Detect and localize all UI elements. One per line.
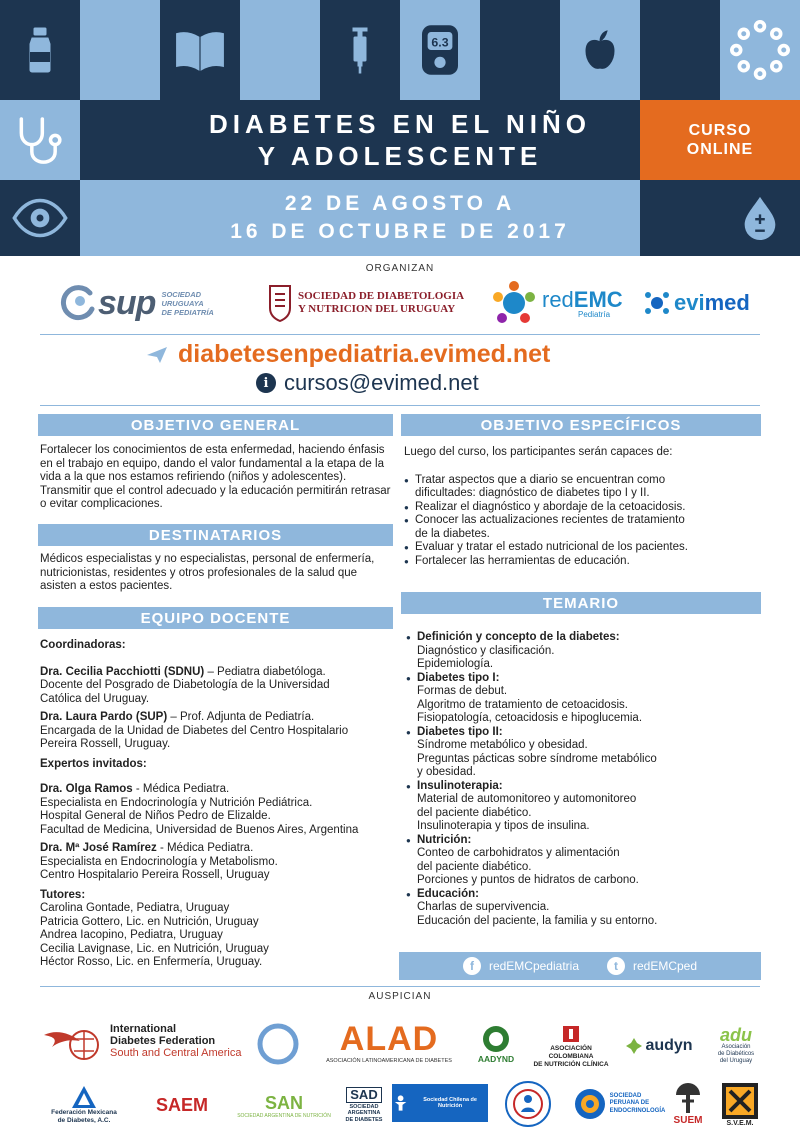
coordinator-1 (40, 666, 396, 707)
peruvian-pediatrics-logo (502, 1078, 554, 1130)
sup-sub-3: DE PEDIATRÍA (161, 307, 214, 317)
tile (720, 0, 800, 100)
spe-line-3: ENDOCRINOLOGÍA (609, 1107, 666, 1114)
website-link[interactable]: diabetesenpediatria.evimed.net (178, 340, 551, 368)
item-line: ● Conocer las actualizaciones recientes de tratamiento (415, 514, 685, 526)
title-line-2: Y ADOLESCENTE (257, 141, 543, 171)
tile (640, 180, 720, 256)
adu-sub-1: Asociación (721, 1043, 751, 1050)
tile (480, 0, 560, 100)
svem-emblem-icon (721, 1082, 759, 1120)
redemc-logo (492, 278, 623, 328)
svem-logo (716, 1078, 764, 1130)
topic-head: ● Insulinoterapia: (417, 779, 503, 792)
tile (0, 0, 80, 100)
sup-name: sup (98, 283, 156, 322)
topic-line: Insulinoterapia y tipos de insulina. (417, 820, 590, 832)
tile (80, 0, 160, 100)
apple-icon (576, 26, 624, 74)
evimed-network-icon (644, 290, 670, 316)
blue-circle-icon (257, 1023, 299, 1065)
temario-header: TEMARIO (401, 592, 761, 614)
list-item (406, 672, 762, 726)
acnc-line-2: DE NUTRICIÓN CLÍNICA (533, 1061, 609, 1068)
item-line: ● Evaluar y tratar el estado nutricional de los pacientes. (415, 541, 688, 553)
aadynd-icon (481, 1024, 511, 1054)
spe-name (610, 1093, 666, 1116)
email-row (256, 370, 479, 396)
tutor: Patricia Gottero, Lic. en Nutrición, Uruguay (40, 915, 259, 928)
topic-line: Formas de debut. (417, 685, 508, 697)
online-course-badge (640, 100, 800, 180)
expert-line: Especialista en Endocrinología y Metabolismo. (40, 855, 278, 868)
destinatarios-header: DESTINATARIOS (38, 524, 393, 546)
adu-sub-3: del Uruguay (719, 1057, 753, 1064)
item-line: ● Fortalecer las herramientas de educación. (415, 554, 630, 567)
tile (80, 180, 160, 256)
adu-sub (718, 1044, 754, 1065)
fmd-line-2: de Diabetes, A.C. (57, 1117, 111, 1124)
date-line-2: 16 DE OCTUBRE DE 2017 (230, 220, 570, 243)
objetivo-general-text: Fortalecer los conocimientos de esta enfermedad, haciendo énfasis en el trabajo en equipo, dando el valor fundamental a la etapa de la vida a la que nos estamos refiriendo (niños y adolescentes). Transmitir que el control adecuado y la educación permitirán retrasar o evitar complicaciones. (40, 444, 391, 510)
list-item (404, 555, 764, 569)
list-item (404, 474, 764, 501)
audyn-icon (625, 1037, 643, 1055)
tutor: Héctor Rosso, Lic. en Enfermería, Uruguay. (40, 956, 263, 968)
sad-sub-3: DE DIABETES (345, 1116, 383, 1123)
topic-line: Fisiopatología, cetoacidosis e hipoglucemia. (417, 712, 643, 724)
objetivo-general-header: OBJETIVO GENERAL (38, 414, 393, 436)
sup-sub-1: SOCIEDAD (161, 289, 202, 299)
sad-name: SAD (346, 1087, 381, 1103)
expert-name: Dra. Mª José Ramírez (40, 842, 157, 854)
san-name: SAN (264, 1093, 303, 1113)
sad-sub (346, 1104, 383, 1124)
topic-head: ● Diabetes tipo I: (417, 671, 500, 684)
idf-line-1: International (110, 1023, 177, 1035)
evimed-name-b: med (704, 290, 750, 315)
tile (0, 100, 80, 180)
divider (40, 986, 760, 987)
suem-logo (668, 1076, 708, 1130)
topic-line: Porciones y puntos de hidratos de carbono. (417, 874, 639, 886)
evimed-logo (644, 278, 750, 328)
course-title (160, 100, 640, 180)
sad-sub-2: ARGENTINA (347, 1110, 381, 1117)
facebook-link[interactable] (463, 957, 579, 975)
sdnu-shield-icon (268, 284, 292, 322)
tile (400, 0, 480, 100)
expert-name: Dra. Olga Ramos (40, 783, 133, 795)
idf-name (110, 1023, 241, 1059)
topic-line: Conteo de carbohidratos y alimentación (417, 847, 620, 859)
drop-plus-minus-icon (737, 192, 783, 244)
topic-head: ● Diabetes tipo II: (417, 725, 503, 738)
list-item (406, 888, 762, 929)
idf-bird-icon (40, 1015, 106, 1067)
sup-logo (60, 278, 214, 328)
topic-line: Educación del paciente, la familia y su entorno. (417, 914, 658, 927)
list-item (404, 501, 764, 515)
objetivos-especificos-header: OBJETIVO ESPECÍFICOS (401, 414, 761, 436)
bottle-icon (16, 26, 64, 74)
header-banner (0, 0, 800, 256)
idf-logo (40, 1012, 245, 1070)
tile (720, 180, 800, 256)
topic-line: Síndrome metabólico y obesidad. (417, 739, 588, 751)
tutor: Andrea Iacopino, Pediatra, Uruguay (40, 929, 223, 941)
expert-line: Centro Hospitalario Pereira Rossell, Uruguay (40, 869, 270, 881)
item-line: de la diabetes. (415, 527, 490, 540)
coordinator-line: – Prof. Adjunta de Pediatría. (170, 711, 315, 723)
facebook-icon: f (463, 957, 481, 975)
objetivos-list (404, 474, 764, 569)
sdnu-logo (268, 278, 464, 328)
temario-body (406, 631, 762, 928)
topic-head: ● Nutrición: (417, 833, 472, 846)
badge-line-1: CURSO (688, 122, 752, 139)
tile (240, 0, 320, 100)
fmd-name (51, 1109, 117, 1125)
adu-name: adu (719, 1024, 752, 1045)
experts-label: Expertos invitados: (40, 757, 147, 770)
suem-symbol-icon (674, 1081, 702, 1115)
tile (640, 0, 720, 100)
sad-sub-1: SOCIEDAD (349, 1103, 379, 1110)
fmd-triangle-icon (71, 1085, 97, 1109)
expert-line: Facultad de Medicina, Universidad de Buenos Aires, Argentina (40, 823, 359, 836)
svg-text:6.3: 6.3 (431, 35, 449, 50)
sdnu-line-2: Y NUTRICION DEL URUGUAY (298, 303, 456, 315)
book-icon (172, 22, 228, 78)
objetivos-especificos-body (404, 446, 764, 568)
coordinator-line: Docente del Posgrado de Diabetología de la Universidad (40, 679, 330, 691)
spe-seal-icon (573, 1087, 607, 1121)
sup-subtitle (161, 290, 213, 317)
eye-icon (12, 190, 68, 246)
spe-logo (568, 1084, 670, 1124)
list-item (406, 834, 762, 888)
fmd-line-1: Federación Mexicana (51, 1109, 117, 1116)
acnc-name (530, 1045, 612, 1069)
san-logo (236, 1084, 332, 1128)
divider (40, 405, 760, 406)
tile (560, 0, 640, 100)
organizers-label: ORGANIZAN (365, 263, 435, 274)
paper-plane-icon (146, 346, 168, 364)
expert-line: Hospital General de Niños Pedro de Elizalde. (40, 810, 271, 822)
suem-name: SUEM (673, 1114, 703, 1126)
schn-logo (392, 1084, 488, 1122)
list-item (406, 780, 762, 834)
expert-line: Especialista en Endocrinología y Nutrición Pediátrica. (40, 796, 313, 809)
list-item (404, 541, 764, 555)
tile (0, 180, 80, 256)
redemc-name-a: red (542, 287, 574, 312)
redemc-text (542, 287, 623, 319)
saem-name: SAEM (155, 1094, 208, 1115)
topic-line: Preguntas pácticas sobre síndrome metabólico (417, 752, 657, 765)
topic-line: y obesidad. (417, 766, 476, 778)
adu-logo (708, 1018, 764, 1072)
sponsors-label: AUSPICIAN (368, 991, 432, 1002)
facebook-handle: redEMCpediatria (488, 959, 579, 973)
spe-line-2: PERUANA DE (609, 1100, 650, 1107)
topic-line: del paciente diabético. (417, 860, 532, 873)
fmd-logo (40, 1080, 128, 1130)
redemc-name-b: EMC (573, 287, 623, 312)
alad-sub: ASOCIACIÓN LATINOAMERICANA DE DIABETES (326, 1058, 452, 1064)
twitter-icon: t (607, 957, 625, 975)
list-item (406, 726, 762, 780)
item-line: ● Realizar el diagnóstico y abordaje de la cetoacidosis. (415, 500, 686, 513)
audyn-logo (622, 1026, 696, 1066)
twitter-link[interactable] (607, 957, 697, 975)
topic-line: Charlas de supervivencia. (417, 901, 550, 913)
equipo-docente-body (40, 639, 396, 970)
tutor: Cecilia Lavignase, Lic. en Nutrición, Uruguay (40, 942, 269, 955)
pediatrics-seal-icon (503, 1079, 553, 1129)
tutor: Carolina Gontade, Pediatra, Uruguay (40, 902, 230, 914)
topic-line: Material de automonitoreo y automonitoreo (417, 793, 637, 805)
expert-line: - Médica Pediatra. (135, 783, 230, 795)
coordinators-label: Coordinadoras: (40, 639, 126, 651)
tile (320, 0, 400, 100)
svem-name: S.V.E.M. (726, 1119, 754, 1127)
sad-logo (338, 1080, 390, 1130)
audyn-name: audyn (645, 1037, 693, 1054)
stethoscope-icon (12, 112, 68, 168)
saem-logo (136, 1090, 228, 1120)
idf-region: South and Central America (110, 1047, 242, 1059)
aadynd-logo (466, 1018, 526, 1070)
san-sub: SOCIEDAD ARGENTINA DE NUTRICIÓN (237, 1113, 331, 1119)
social-bar (399, 952, 761, 980)
topic-line: Diagnóstico y clasificación. (417, 644, 555, 657)
website-row (146, 340, 550, 369)
organizers-logos (40, 278, 760, 328)
schn-figure-icon (392, 1094, 409, 1112)
topic-head: ● Educación: (417, 887, 479, 900)
twitter-handle: redEMCped (633, 959, 698, 973)
evimed-name-a: evi (674, 290, 705, 315)
expert-line: - Médica Pediatra. (159, 842, 254, 854)
sdnu-line-1: SOCIEDAD DE DIABETOLOGIA (298, 290, 465, 302)
coordinator-name: Dra. Cecilia Pacchiotti (SDNU) (40, 665, 205, 678)
coordinator-line: Encargada de la Unidad de Diabetes del Centro Hospitalario (40, 724, 349, 737)
item-line: ● Tratar aspectos que a diario se encuentran como (415, 473, 666, 486)
aadynd-name: AADYND (477, 1054, 515, 1064)
coordinator-name: Dra. Laura Pardo (SUP) (40, 711, 168, 723)
email-link[interactable]: cursos@evimed.net (284, 370, 479, 395)
tile (80, 100, 160, 180)
syringe-icon (336, 26, 384, 74)
coordinator-line: Católica del Uruguay. (40, 692, 150, 705)
info-icon: i (256, 373, 276, 393)
schn-name: Sociedad Chilena de Nutrición (423, 1097, 477, 1109)
expert-1 (40, 783, 396, 837)
tile (160, 0, 240, 100)
sup-symbol-icon (60, 285, 96, 321)
expert-2 (40, 842, 396, 883)
acnc-icon (560, 1023, 582, 1045)
adu-sub-2: de Diabéticos (717, 1050, 755, 1057)
list-item (404, 514, 764, 541)
date-line-1: 22 DE AGOSTO A (284, 192, 516, 215)
course-dates (160, 180, 640, 256)
coordinator-line: Pereira Rossell, Uruguay. (40, 738, 171, 750)
topic-line: Epidemiología. (417, 658, 494, 670)
glucometer-icon (413, 20, 467, 80)
idf-line-2: Diabetes Federation (110, 1035, 216, 1047)
redemc-sub: Pediatría (578, 310, 611, 319)
coordinator-2 (40, 711, 396, 752)
equipo-docente-header: EQUIPO DOCENTE (38, 607, 393, 629)
sup-sub-2: URUGUAYA (161, 298, 204, 308)
topic-head: ● Definición y concepto de la diabetes: (417, 631, 620, 643)
molecule-icon (730, 20, 790, 80)
destinatarios-text: Médicos especialistas y no especialistas, personal de enfermería, nutricionistas, residentes y otros profesionales de la salud que asisten a estos pacientes. (40, 553, 375, 592)
item-line: dificultades: diagnóstico de diabetes tipo I y II. (415, 487, 650, 499)
sdnu-name (298, 290, 464, 316)
acnc-logo (530, 1020, 612, 1072)
title-line-1: DIABETES EN EL NIÑO (208, 109, 591, 139)
spe-line-1: SOCIEDAD (609, 1092, 642, 1099)
badge-line-2: ONLINE (686, 141, 754, 158)
acnc-line-1: ASOCIACIÓN COLOMBIANA (548, 1045, 594, 1060)
topic-line: Algoritmo de tratamiento de cetoacidosis. (417, 698, 628, 711)
redemc-network-icon (492, 281, 536, 325)
temario-list (406, 631, 762, 928)
objetivos-intro: Luego del curso, los participantes serán capaces de: (404, 446, 673, 458)
blue-circle-logo (256, 1022, 300, 1066)
coordinator-line: – Pediatra diabetóloga. (207, 665, 326, 678)
divider (40, 334, 760, 335)
tutors-label: Tutores: (40, 888, 86, 901)
alad-name: ALAD (339, 1020, 439, 1058)
list-item (406, 631, 762, 672)
topic-line: del paciente diabético. (417, 806, 532, 819)
alad-logo (318, 1016, 460, 1070)
